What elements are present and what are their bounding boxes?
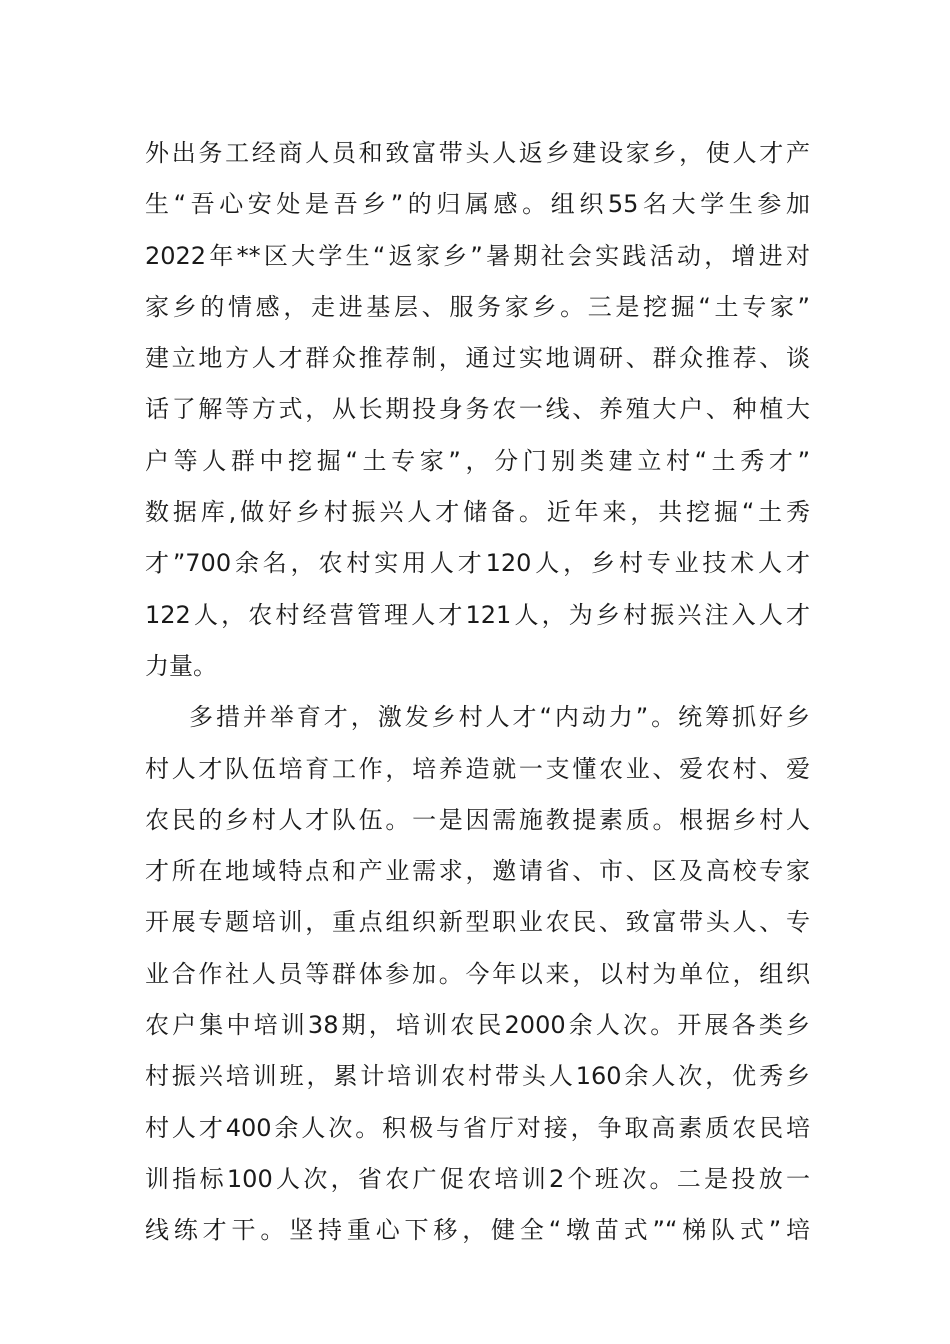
paragraph-1-line-11: 力量。: [145, 651, 217, 680]
paragraph-2-line-4: 才所在地域特点和产业需求，邀请省、市、区及高校专家: [145, 857, 810, 886]
paragraph-1-line-8: 数据库,做好乡村振兴人才储备。近年来，共挖掘“土秀: [145, 498, 810, 527]
paragraph-1-line-1: 外出务工经商人员和致富带头人返乡建设家乡，使人才产: [145, 139, 810, 167]
paragraph-1-line-4: 家乡的情感，走进基层、服务家乡。三是挖掘“土专家”: [145, 292, 810, 321]
paragraph-1-line-3: 2022年**区大学生“返家乡”暑期社会实践活动，增进对: [145, 241, 810, 270]
paragraph-1-line-7: 户等人群中挖掘“土专家”，分门别类建立村“土秀才”: [145, 446, 810, 475]
paragraph-2-line-1: 多措并举育才，激发乡村人才“内动力”。统筹抓好乡: [189, 703, 810, 732]
body-text: [145, 128, 810, 1257]
paragraph-2-line-10: 训指标100人次，省农广促农培训2个班次。二是投放一: [145, 1164, 810, 1193]
paragraph-2-line-2: 村人才队伍培育工作，培养造就一支懂农业、爱农村、爱: [145, 754, 810, 783]
paragraph-1-line-9: 才”700余名，农村实用人才120人，乡村专业技术人才: [145, 549, 810, 578]
paragraph-2-line-6: 业合作社人员等群体参加。今年以来，以村为单位，组织: [145, 959, 810, 988]
paragraph-2-line-9: 村人才400余人次。积极与省厅对接，争取高素质农民培: [145, 1113, 810, 1142]
paragraph-2-line-5: 开展专题培训，重点组织新型职业农民、致富带头人、专: [145, 908, 810, 937]
paragraph-2-line-3: 农民的乡村人才队伍。一是因需施教提素质。根据乡村人: [145, 805, 810, 834]
paragraph-1-line-5: 建立地方人才群众推荐制，通过实地调研、群众推荐、谈: [145, 344, 810, 373]
paragraph-1-line-10: 122人，农村经营管理人才121人，为乡村振兴注入人才: [145, 600, 810, 629]
paragraph-2-line-8: 村振兴培训班，累计培训农村带头人160余人次，优秀乡: [145, 1062, 810, 1091]
paragraph-2-line-7: 农户集中培训38期，培训农民2000余人次。开展各类乡: [145, 1011, 810, 1040]
paragraph-1-line-2: 生“吾心安处是吾乡”的归属感。组织55名大学生参加: [145, 190, 810, 219]
paragraph-1-line-6: 话了解等方式，从长期投身务农一线、养殖大户、种植大: [145, 395, 810, 424]
paragraph-2-line-11: 线练才干。坚持重心下移，健全“墩苗式”“梯队式”培: [145, 1216, 810, 1245]
